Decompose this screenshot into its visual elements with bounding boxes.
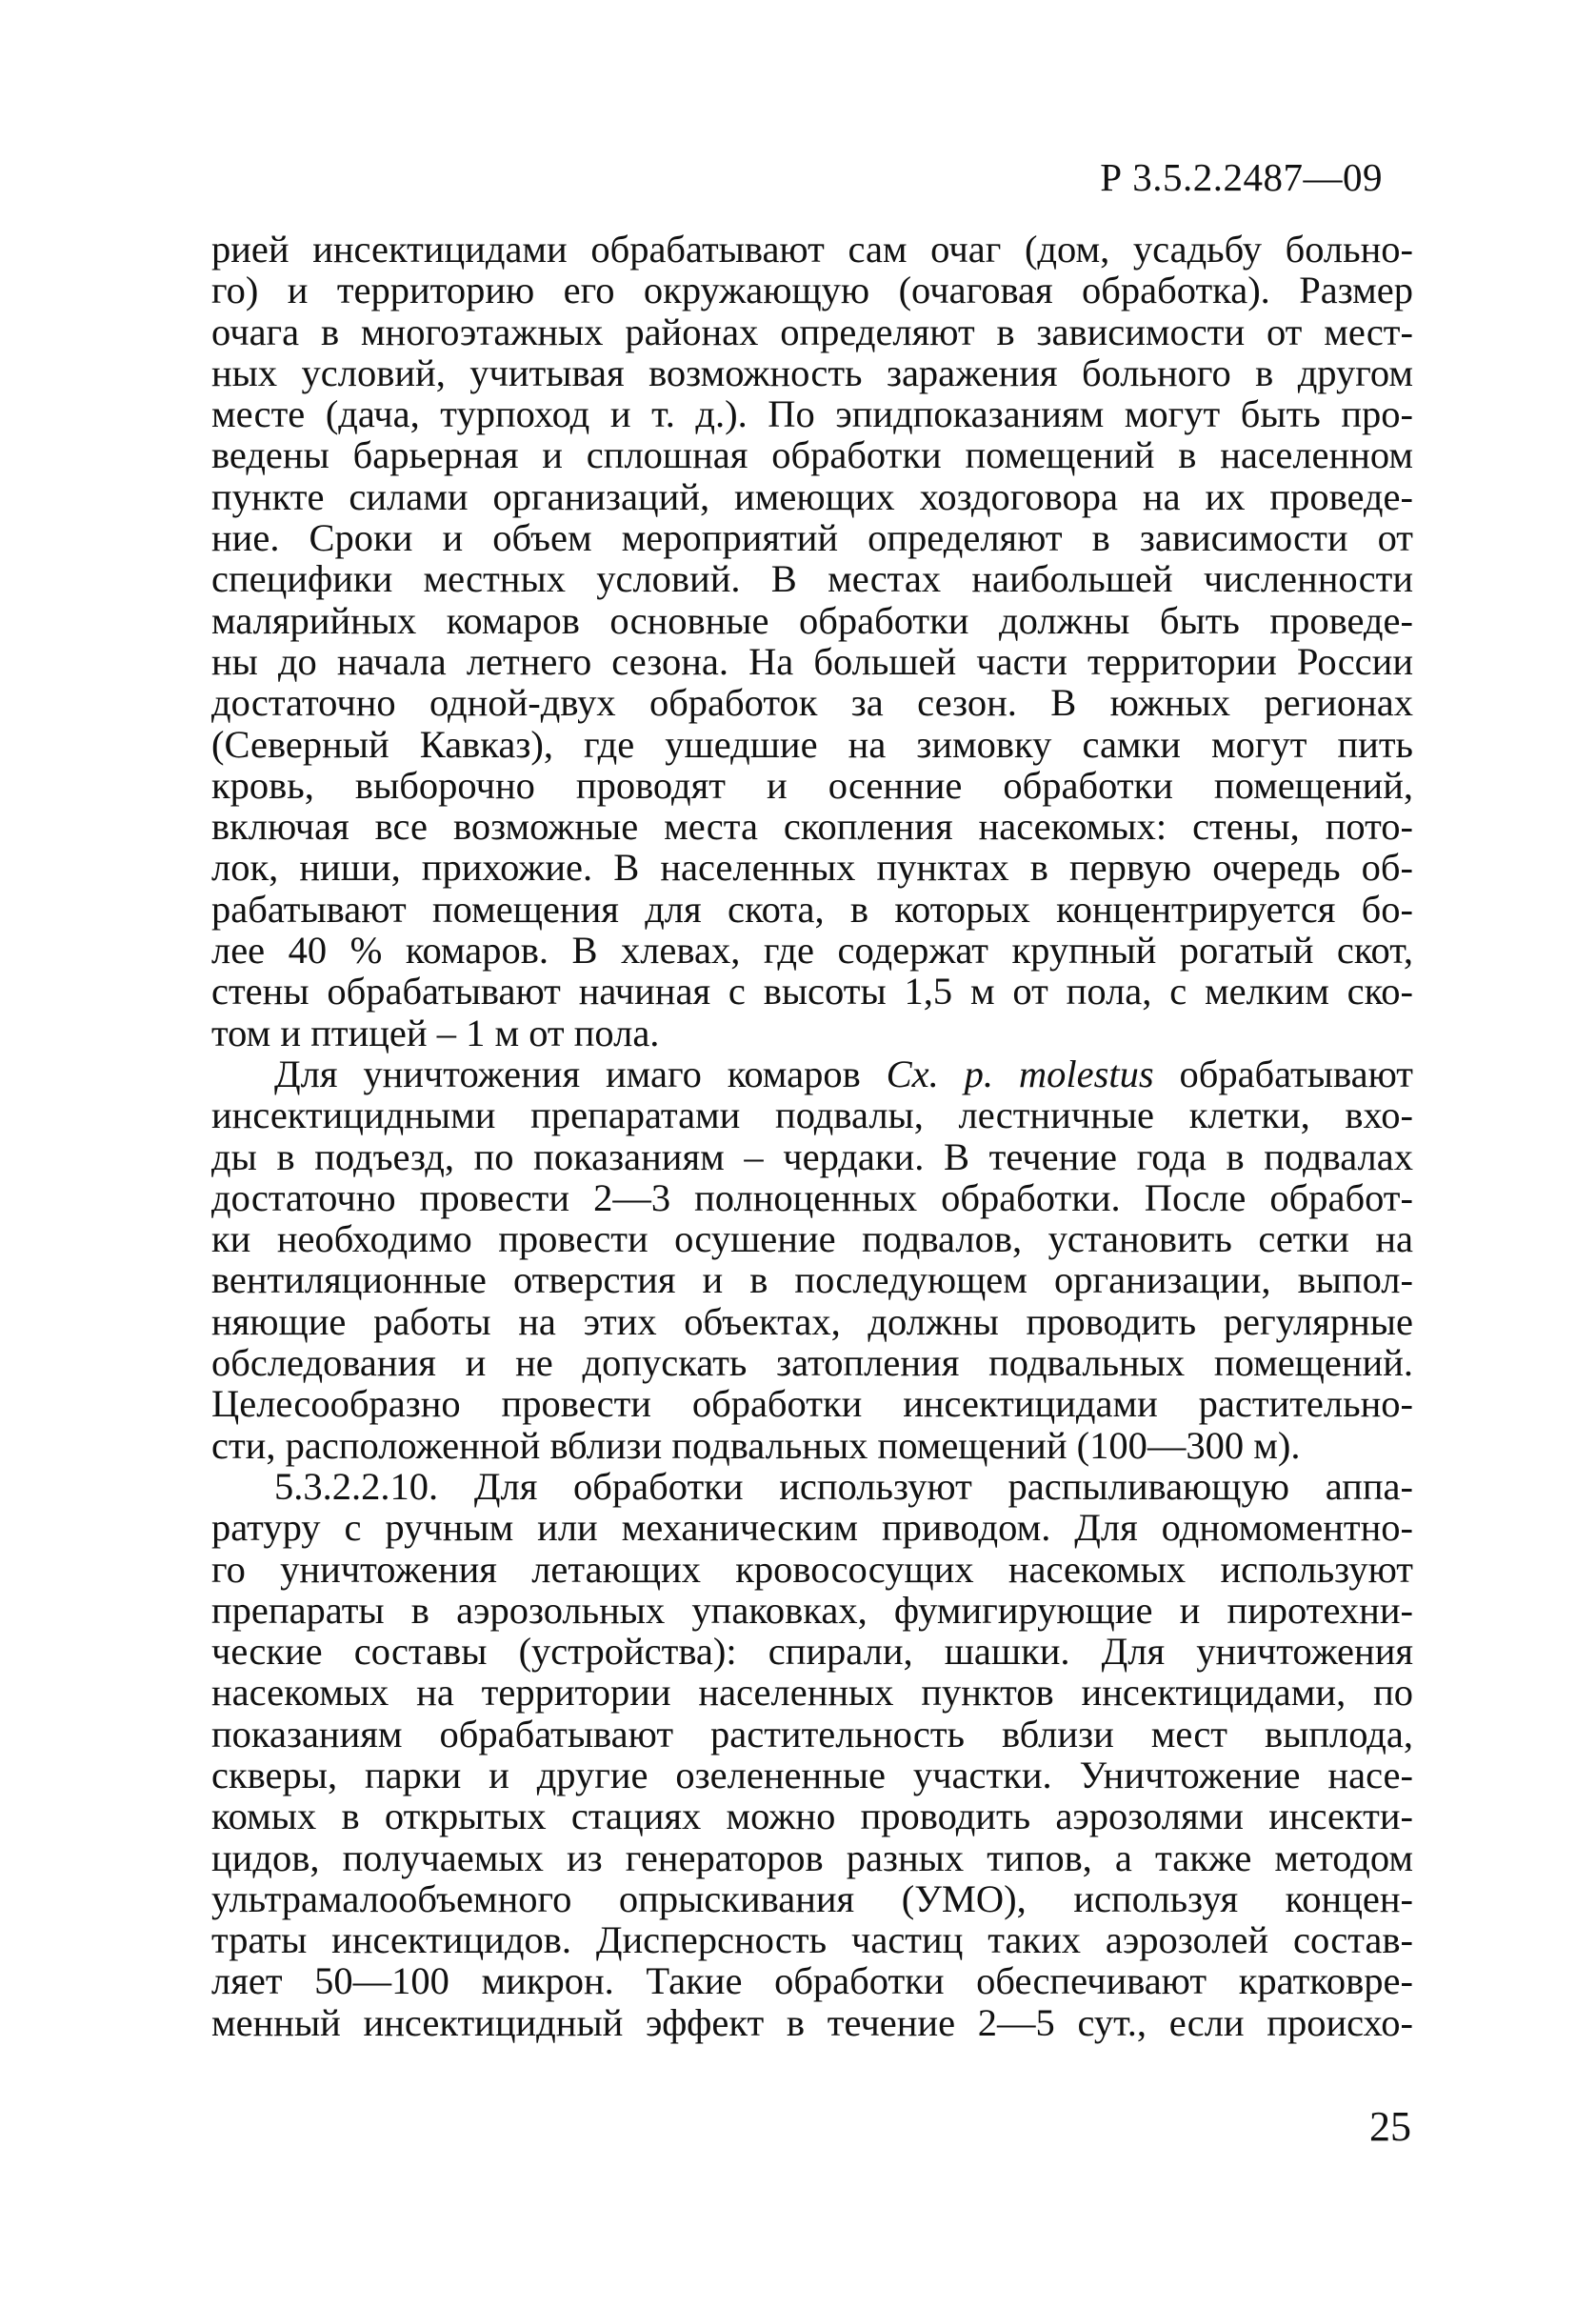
text-line: показаниям обрабатывают растительность вблизи мест выплода, — [211, 1712, 1413, 1755]
text-line: рабатывают помещения для скота, в которых концентрируется бо- — [211, 887, 1413, 931]
text-line: месте (дача, турпоход и т. д.). По эпидпоказаниям могут быть про- — [211, 392, 1413, 436]
text-line: вентиляционные отверстия и в последующем организации, выпол- — [211, 1258, 1413, 1302]
text-line: специфики местных условий. В местах наибольшей численности — [211, 557, 1413, 601]
text-line: траты инсектицидов. Дисперсность частиц таких аэрозолей состав- — [211, 1918, 1413, 1962]
text-line: ческие составы (устройства): спирали, шашки. Для уничтожения — [211, 1630, 1413, 1674]
text-line: препараты в аэрозольных упаковках, фумигирующие и пиротехни- — [211, 1588, 1413, 1632]
text-line: обследования и не допускать затопления подвальных помещений. — [211, 1341, 1413, 1385]
text-line: ны до начала летнего сезона. На большей части территории России — [211, 639, 1413, 683]
text-line: лок, ниши, прихожие. В населенных пунктах в первую очередь об- — [211, 846, 1413, 890]
text-line: малярийных комаров основные обработки должны быть проведе- — [211, 598, 1413, 642]
text-line: комых в открытых стациях можно проводить аэрозолями инсекти- — [211, 1795, 1413, 1838]
paragraph-3 — [211, 1466, 1413, 2043]
text-line: ки необходимо провести осушение подвалов, установить сетки на — [211, 1217, 1413, 1261]
text-line: очага в многоэтажных районах определяют в зависимости от мест- — [211, 310, 1413, 353]
text-line: стены обрабатывают начиная с высоты 1,5 м от пола, с мелким ско- — [211, 970, 1413, 1013]
species-name: Cx. p. molestus — [886, 1052, 1154, 1095]
page-number: 25 — [1369, 2103, 1411, 2150]
text-line: ды в подъезд, по показаниям – чердаки. В течение года в подвалах — [211, 1134, 1413, 1178]
text-line: инсектицидными препаратами подвалы, лестничные клетки, вхо- — [211, 1093, 1413, 1137]
text-run: обрабатывают — [1153, 1052, 1413, 1095]
text-line: цидов, получаемых из генераторов разных типов, а также методом — [211, 1836, 1413, 1879]
text-line: рией инсектицидами обрабатывают сам очаг (дом, усадьбу больно- — [211, 228, 1413, 271]
document-code-header: Р 3.5.2.2487—09 — [1100, 155, 1383, 199]
text-line: скверы, парки и другие озелененные участки. Уничтожение насе- — [211, 1753, 1413, 1796]
text-line: насекомых на территории населенных пунктов инсектицидами, по — [211, 1671, 1413, 1715]
text-line: ведены барьерная и сплошная обработки помещений в населенном — [211, 433, 1413, 477]
text-line: лее 40 % комаров. В хлевах, где содержат крупный рогатый скот, — [211, 929, 1413, 973]
paragraph-2 — [211, 1053, 1413, 1466]
text-line: няющие работы на этих объектах, должны проводить регулярные — [211, 1299, 1413, 1343]
text-line: ние. Сроки и объем мероприятий определяют в зависимости от — [211, 516, 1413, 560]
text-line-first — [211, 1053, 1413, 1094]
text-line: сти, расположенной вблизи подвальных помещений (100—300 м). — [211, 1423, 1301, 1467]
text-line: включая все возможные места скопления насекомых: стены, пото- — [211, 805, 1413, 849]
text-line: (Северный Кавказ), где ушедшие на зимовку самки могут пить — [211, 722, 1413, 766]
text-line: ультрамалообъемного опрыскивания (УМО), используя концен- — [211, 1876, 1413, 1920]
text-run: Для уничтожения имаго комаров — [274, 1052, 887, 1095]
text-line-first: 5.3.2.2.10. Для обработки используют распыливающую аппа- — [274, 1464, 1413, 1508]
text-line: достаточно провести 2—3 полноценных обработки. После обработ- — [211, 1175, 1413, 1219]
text-line: достаточно одной-двух обработок за сезон. В южных регионах — [211, 681, 1413, 725]
text-line: менный инсектицидный эффект в течение 2—5 сут., если происхо- — [211, 2000, 1413, 2044]
text-line: том и птицей – 1 м от пола. — [211, 1011, 660, 1054]
text-line: ратуру с ручным или механическим приводом. Для одномоментно- — [211, 1506, 1413, 1550]
text-line: ных условий, учитывая возможность заражения больного в другом — [211, 351, 1413, 394]
paragraph-1 — [211, 229, 1413, 1053]
body-text — [211, 229, 1413, 2043]
text-line: Целесообразно провести обработки инсектицидами растительно- — [211, 1382, 1413, 1426]
text-line: го уничтожения летающих кровососущих насекомых используют — [211, 1547, 1413, 1591]
text-line: кровь, выборочно проводят и осенние обработки помещений, — [211, 763, 1413, 807]
text-line: го) и территорию его окружающую (очаговая обработка). Размер — [211, 269, 1413, 312]
text-line: пункте силами организаций, имеющих хоздоговора на их проведе- — [211, 474, 1413, 518]
text-line: ляет 50—100 микрон. Такие обработки обеспечивают кратковре- — [211, 1959, 1413, 2003]
